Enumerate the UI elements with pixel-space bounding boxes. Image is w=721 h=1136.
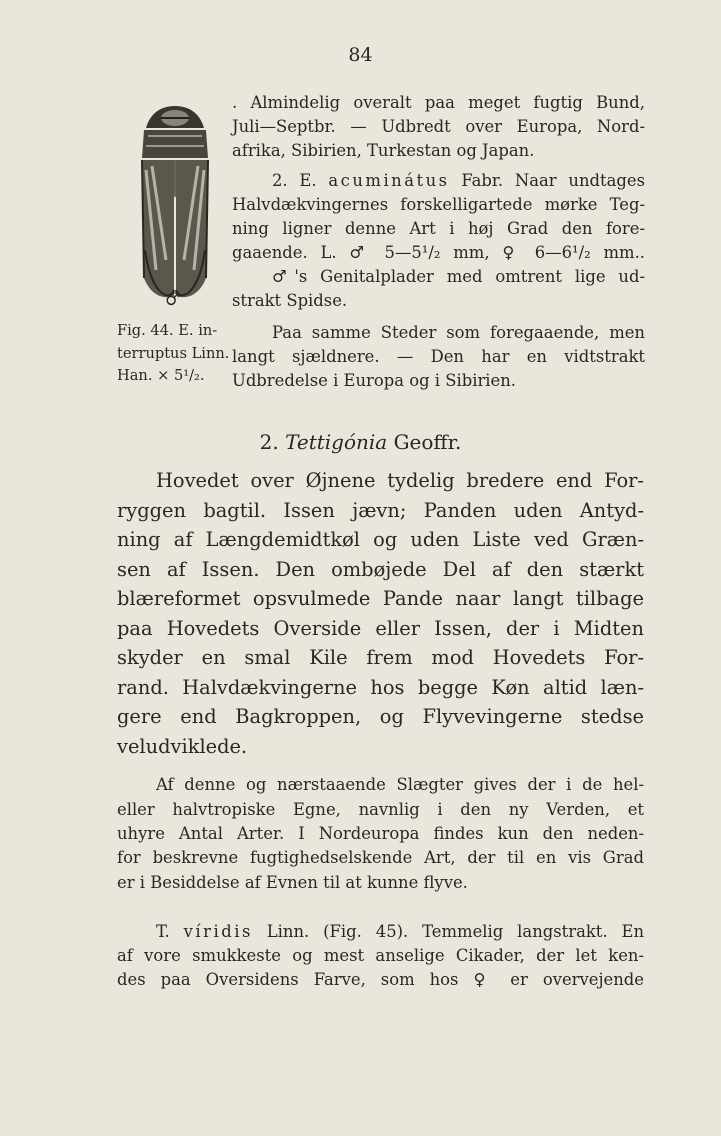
species-line: gaaende. L. ♂ 5—5¹/₂ mm, ♀ 6—6¹/₂ mm.. bbox=[232, 243, 645, 262]
figure-caption bbox=[117, 320, 229, 388]
species-line: afrika, Sibirien, Turkestan og Japan. bbox=[232, 141, 535, 160]
insect-figure bbox=[132, 100, 218, 310]
description-line: veludviklede. bbox=[117, 735, 248, 758]
species-line: langt sjældnere. — Den har en vidtstrakt bbox=[232, 347, 645, 366]
species-number: 2. E. bbox=[272, 171, 329, 190]
caption-line: terruptus Linn. bbox=[117, 344, 230, 362]
species-line: Juli—Septbr. — Udbredt over Europa, Nord- bbox=[232, 117, 645, 136]
genus-heading bbox=[0, 430, 721, 454]
last-line bbox=[156, 920, 644, 945]
genus-number: 2. bbox=[259, 430, 279, 454]
note-line: for beskrevne fugtighedselskende Art, der til en vis Grad bbox=[117, 848, 644, 867]
description-line: Hovedet over Øjnene tydelig bredere end For- bbox=[156, 469, 644, 492]
genus-name: Tettigónia bbox=[285, 430, 388, 454]
last-line: des paa Oversidens Farve, som hos ♀ er overvejende bbox=[117, 970, 644, 989]
species-name: acuminátus bbox=[328, 171, 450, 190]
description-line: sen af Issen. Den ombøjede Del af den stærkt bbox=[117, 558, 644, 581]
species-name: víridis bbox=[183, 922, 253, 941]
note-line: Af denne og nærstaaende Slægter gives der i de hel- bbox=[156, 775, 644, 794]
species-letter: T. bbox=[156, 922, 184, 941]
description-line: blæreformet opsvulmede Pande naar langt tilbage bbox=[117, 587, 644, 610]
caption-line: Han. × 5¹/₂. bbox=[117, 367, 205, 385]
species-line: . Almindelig overalt paa meget fugtig Bund, bbox=[232, 93, 645, 112]
description-line: paa Hovedets Overside eller Issen, der i Midten bbox=[117, 617, 644, 640]
species-line: Halvdækvingernes forskelligartede mørke Teg- bbox=[232, 195, 645, 214]
species-line: ning ligner denne Art i høj Grad den fore- bbox=[232, 219, 645, 238]
description-line: gere end Bagkroppen, og Flyvevingerne stedse bbox=[117, 705, 644, 728]
description-line: ryggen bagtil. Issen jævn; Panden uden Antyd- bbox=[117, 499, 644, 522]
genus-author: Geoffr. bbox=[393, 430, 462, 454]
caption-line: Fig. 44. E. in- bbox=[117, 322, 218, 339]
last-line: af vore smukkeste og mest anselige Cikader, der let ken- bbox=[117, 946, 644, 965]
note-line: er i Besiddelse af Evnen til at kunne flyve. bbox=[117, 873, 468, 892]
note-line: uhyre Antal Arter. I Nordeuropa findes kun den neden- bbox=[117, 824, 644, 843]
page-number: 84 bbox=[348, 44, 373, 66]
description-line: rand. Halvdækvingerne hos begge Køn altid læn- bbox=[117, 676, 644, 699]
species-line: Paa samme Steder som foregaaende, men bbox=[272, 323, 645, 342]
species-rest: Fabr. Naar undtages bbox=[449, 171, 645, 190]
description-line: ning af Længdemidtkøl og uden Liste ved Græn- bbox=[117, 528, 644, 551]
species-line: ♂'s Genitalplader med omtrent lige ud- bbox=[272, 267, 645, 286]
species-line: strakt Spidse. bbox=[232, 291, 348, 310]
species-line bbox=[272, 169, 645, 194]
species-rest: Linn. (Fig. 45). Temmelig langstrakt. En bbox=[252, 922, 645, 941]
note-line: eller halvtropiske Egne, navnlig i den ny Verden, et bbox=[117, 800, 644, 819]
species-line: Udbredelse i Europa og i Sibirien. bbox=[232, 371, 517, 390]
description-line: skyder en smal Kile frem mod Hovedets For- bbox=[117, 646, 644, 669]
figure-sex-symbol: ♂ bbox=[165, 290, 181, 310]
insect-illustration bbox=[132, 100, 218, 310]
